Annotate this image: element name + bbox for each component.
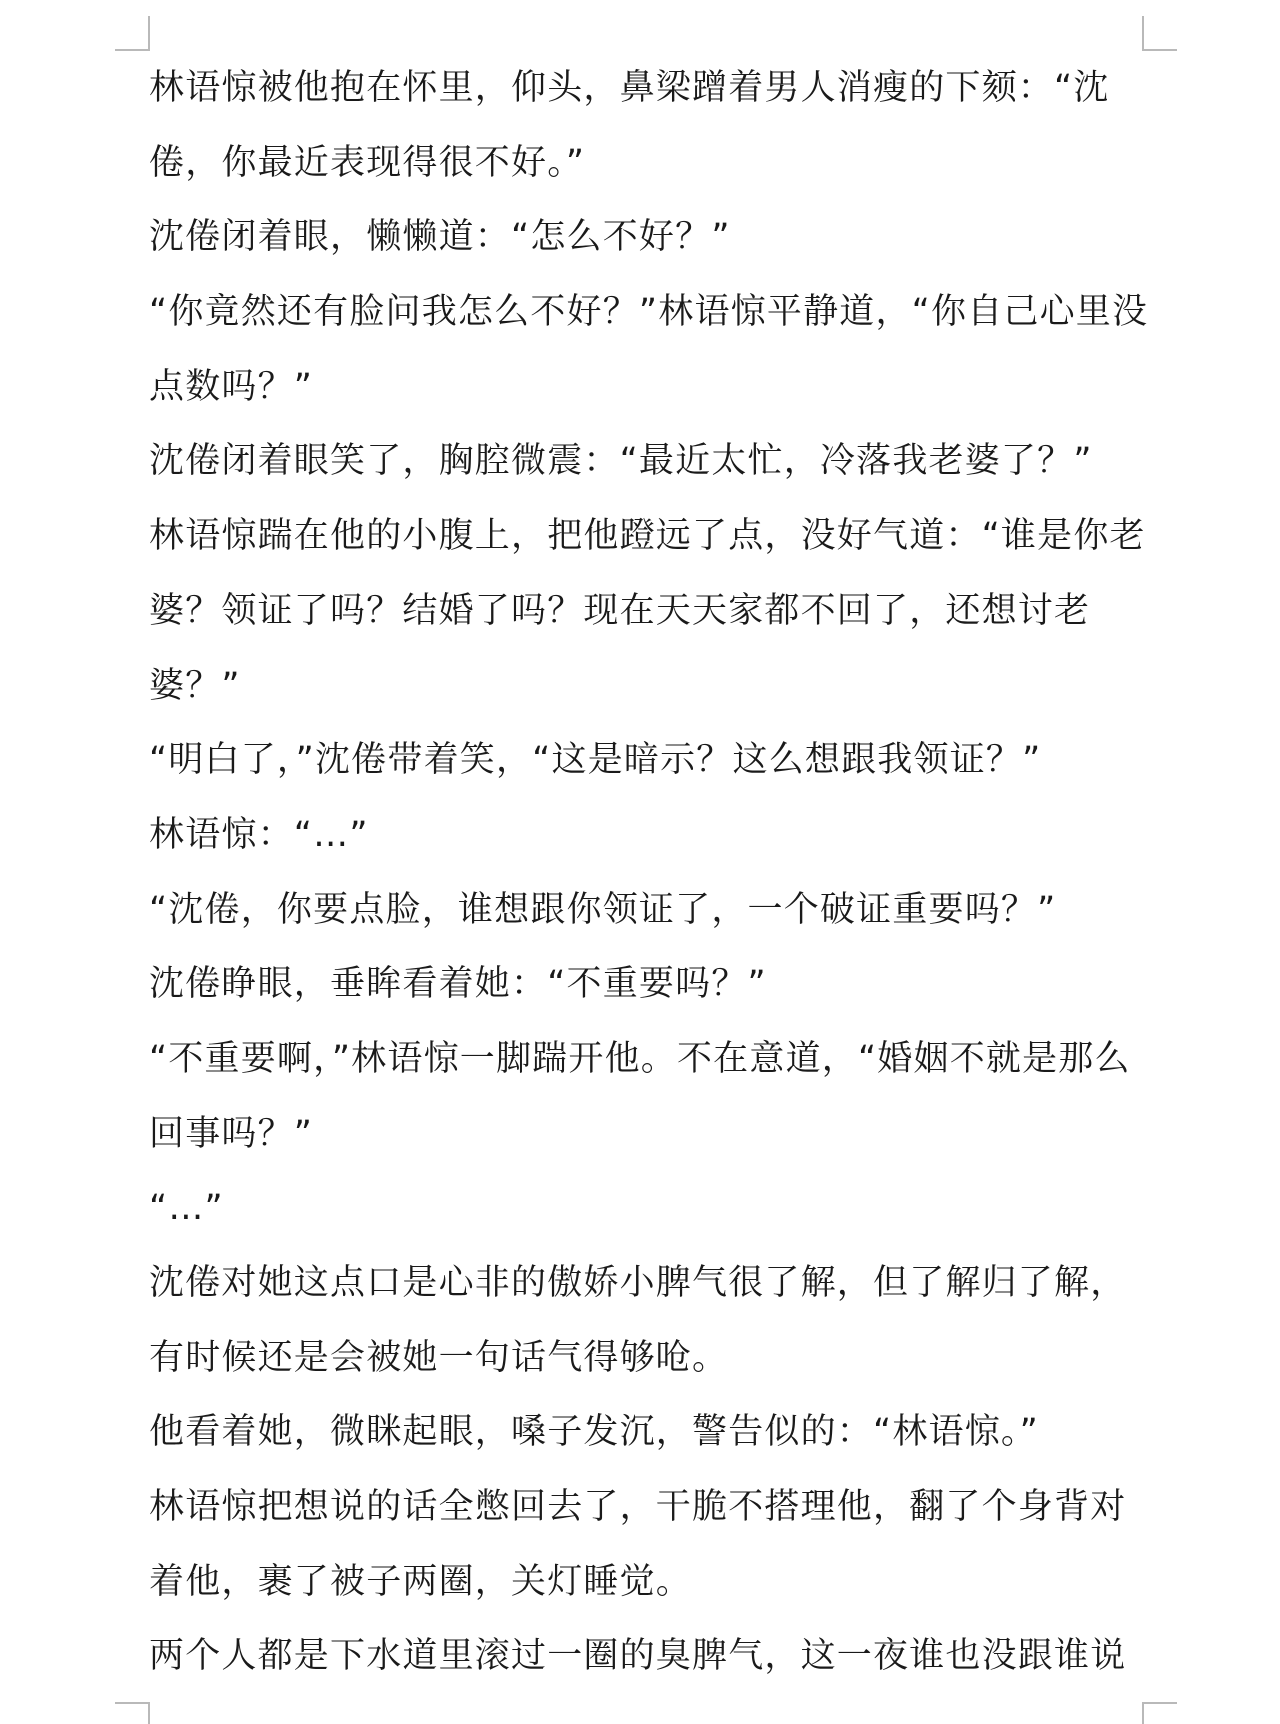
text-line: 着他，裹了被子两圈，关灯睡觉。	[149, 1561, 693, 1602]
text-line: 沈倦闭着眼笑了，胸腔微震：“最近太忙，冷落我老婆了？”	[149, 441, 1093, 482]
text-line: 有时候还是会被她一句话气得够呛。	[149, 1337, 729, 1378]
page-corner-mark-bottom-left	[115, 1702, 150, 1724]
text-line: 林语惊被他抱在怀里，仰头，鼻梁蹭着男人消瘦的下颏：“沈	[149, 68, 1110, 108]
text-line: 沈倦对她这点口是心非的傲娇小脾气很了解，但了解归了解，	[149, 1263, 1127, 1303]
text-line: 他看着她，微眯起眼，嗓子发沉，警告似的：“林语惊。”	[149, 1412, 1039, 1453]
text-line: 沈倦睁眼，垂眸看着她：“不重要吗？”	[149, 964, 767, 1005]
text-line: “你竟然还有脸问我怎么不好？”林语惊平静道，“你自己心里没	[149, 292, 1149, 333]
page-corner-mark-top-left	[115, 16, 150, 51]
text-line: 倦，你最近表现得很不好。”	[149, 142, 586, 183]
text-line: “明白了，”沈倦带着笑，“这是暗示？这么想跟我领证？”	[149, 740, 1042, 781]
text-line: “沈倦，你要点脸，谁想跟你领证了，一个破证重要吗？”	[149, 889, 1057, 930]
document-body	[149, 51, 1149, 1694]
text-line: “不重要啊，”林语惊一脚踹开他。不在意道，“婚姻不就是那么	[149, 1038, 1131, 1079]
text-line: “…”	[149, 1188, 224, 1229]
text-line: 林语惊踹在他的小腹上，把他蹬远了点，没好气道：“谁是你老	[149, 516, 1146, 557]
page-corner-mark-top-right	[1142, 16, 1177, 51]
text-line: 林语惊：“…”	[149, 814, 369, 855]
text-line: 婆？领证了吗？结婚了吗？现在天天家都不回了，还想讨老	[149, 590, 1091, 631]
text-line: 点数吗？”	[149, 366, 314, 407]
page-corner-mark-bottom-right	[1142, 1702, 1177, 1724]
text-line: 两个人都是下水道里滚过一圈的臭脾气，这一夜谁也没跟谁说	[149, 1636, 1127, 1677]
text-line: 婆？”	[149, 665, 241, 706]
text-line: 林语惊把想说的话全憋回去了，干脆不搭理他，翻了个身背对	[149, 1487, 1127, 1528]
text-line: 沈倦闭着眼，懒懒道：“怎么不好？”	[149, 217, 731, 258]
text-line: 回事吗？”	[149, 1113, 314, 1154]
